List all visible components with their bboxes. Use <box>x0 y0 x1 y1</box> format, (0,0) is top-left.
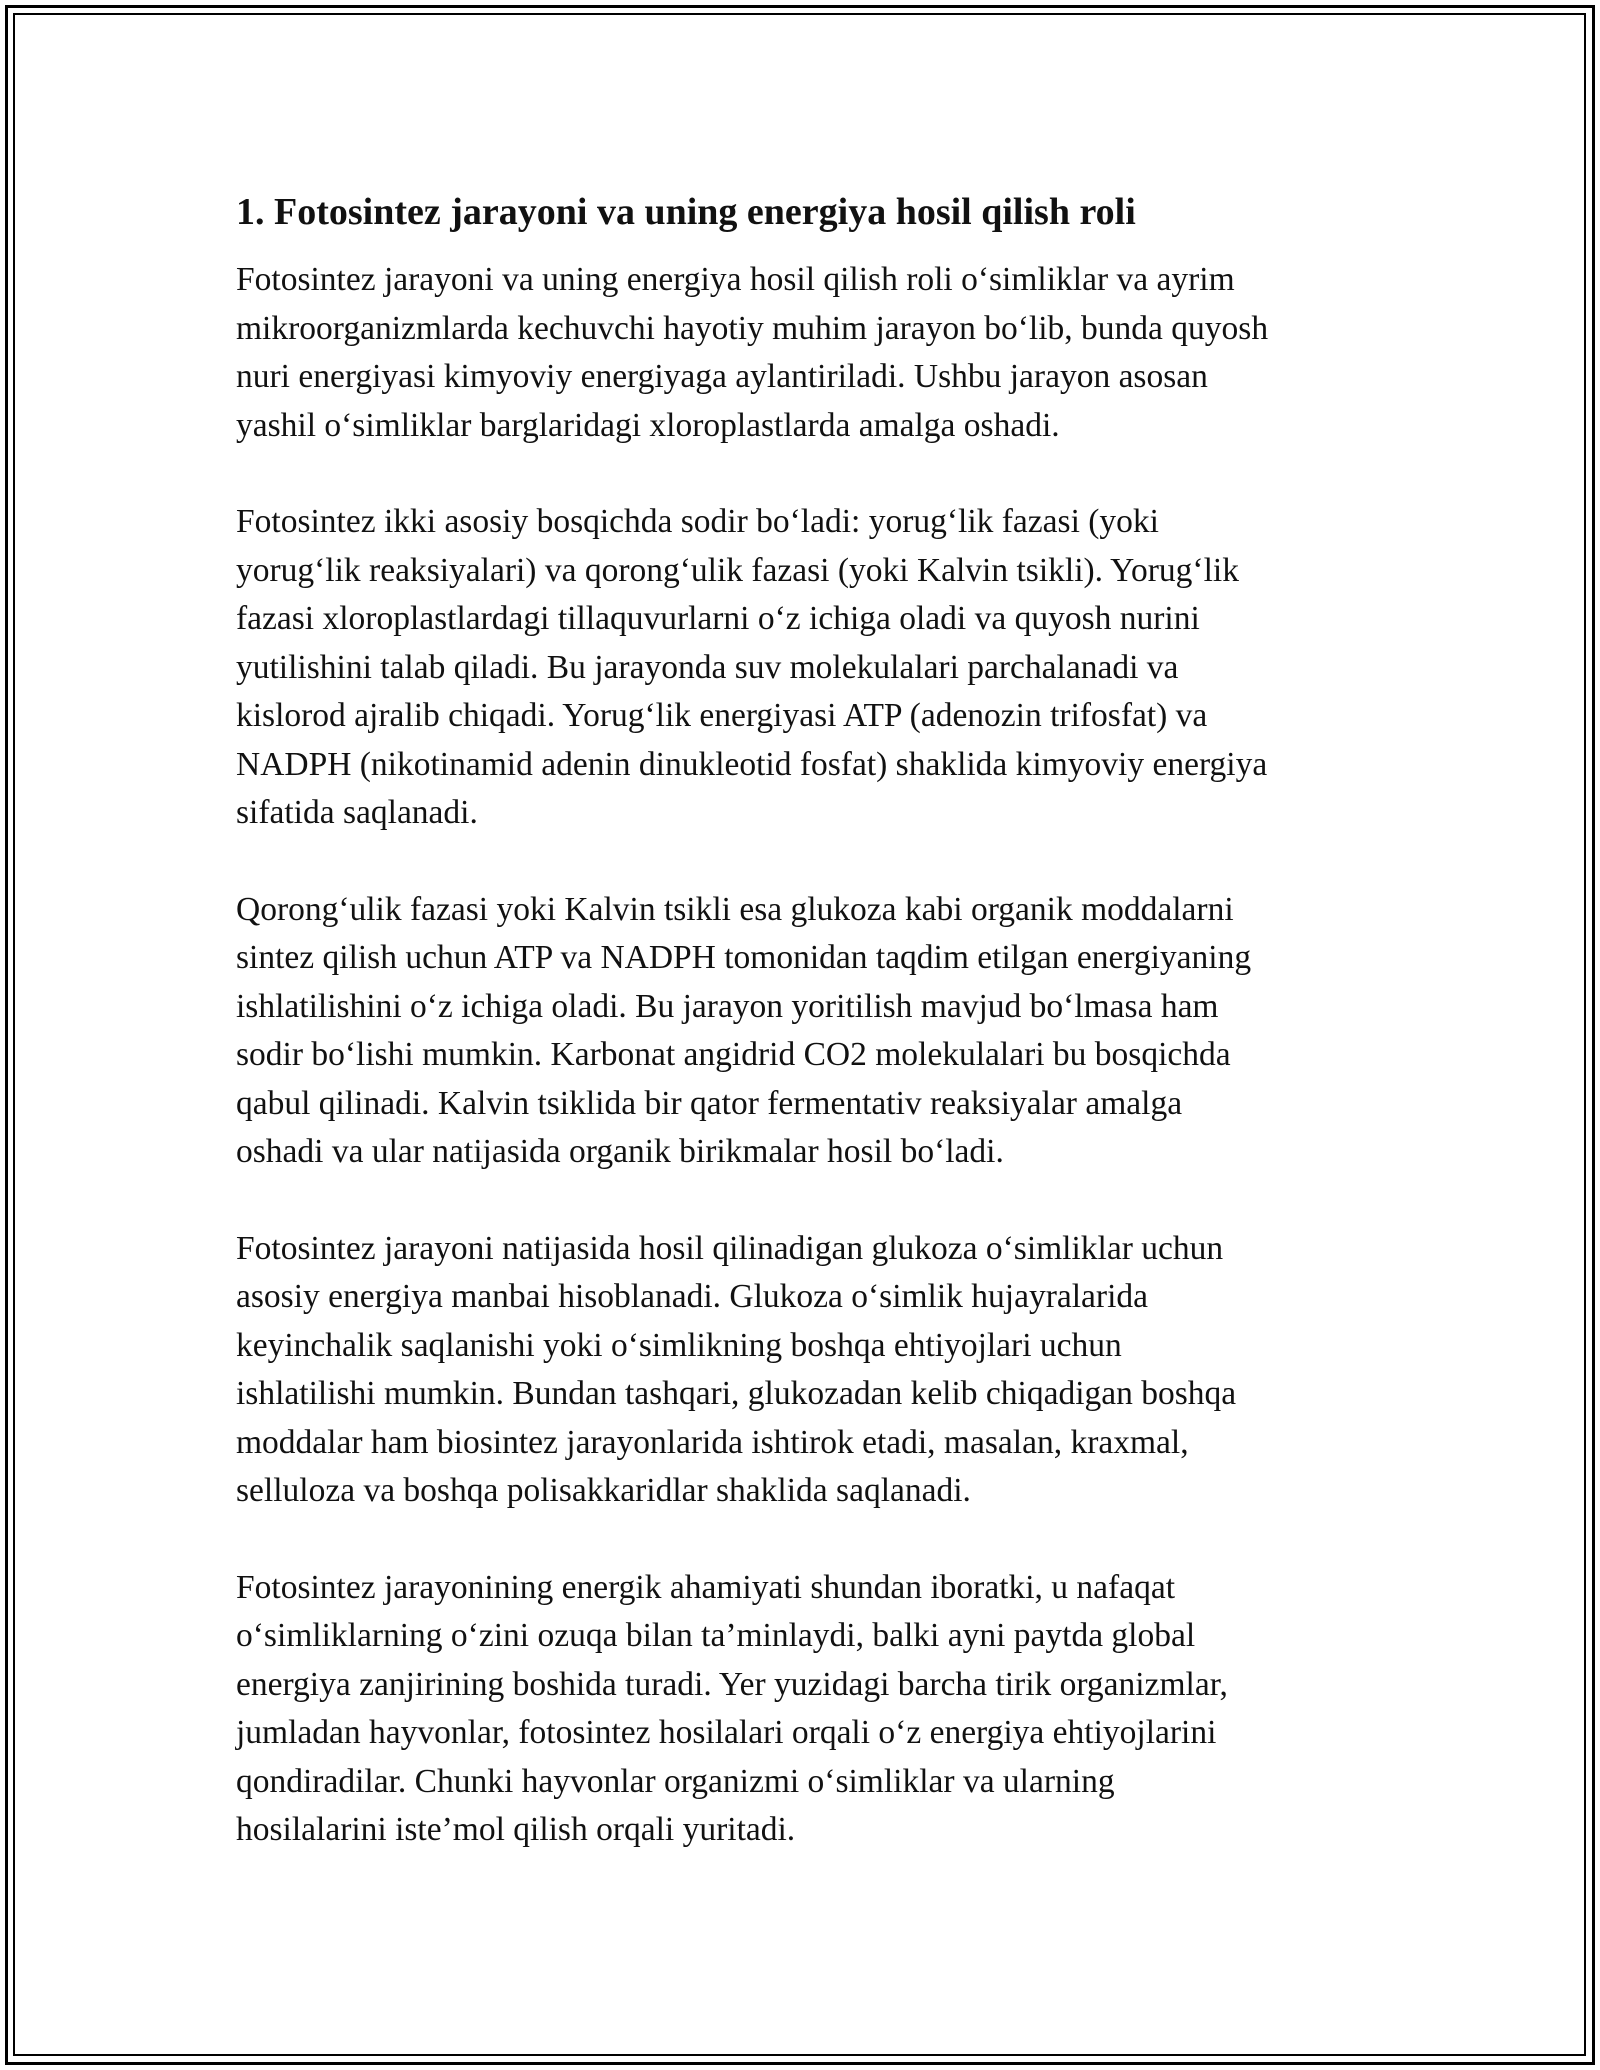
paragraph-line: Fotosintez jarayoni va uning energiya hosil qilish roli o‘simliklar va ayrim <box>236 261 1235 298</box>
document-body <box>236 186 1386 1903</box>
paragraph-line: energiya zanjirining boshida turadi. Yer yuzidagi barcha tirik organizmlar, <box>236 1665 1228 1703</box>
paragraph-line: yashil o‘simliklar barglaridagi xloroplastlarda amalga oshadi. <box>236 406 1060 444</box>
paragraph-line: NADPH (nikotinamid adenin dinukleotid fosfat) shaklida kimyoviy energiya <box>236 745 1268 783</box>
paragraph-line: asosiy energiya manbai hisoblanadi. Glukoza o‘simlik hujayralarida <box>236 1278 1149 1315</box>
paragraph-line: jumladan hayvonlar, fotosintez hosilalari orqali o‘z energiya ehtiyojlarini <box>236 1714 1217 1751</box>
paragraph-line: sifatida saqlanadi. <box>236 794 478 831</box>
paragraph-line: hosilalarini iste’mol qilish orqali yuritadi. <box>236 1811 796 1848</box>
paragraph-line: o‘simliklarning o‘zini ozuqa bilan ta’minlaydi, balki ayni paytda global <box>236 1617 1196 1654</box>
paragraph <box>236 498 1386 838</box>
paragraph-line: Qorong‘ulik fazasi yoki Kalvin tsikli esa glukoza kabi organik moddalarni <box>236 890 1234 928</box>
paragraph-line: nuri energiyasi kimyoviy energiyaga aylantiriladi. Ushbu jarayon asosan <box>236 358 1208 395</box>
paragraph <box>236 1564 1386 1855</box>
paragraph-line: yorug‘lik reaksiyalari) va qorong‘ulik fazasi (yoki Kalvin tsikli). Yorug‘lik <box>236 551 1239 589</box>
paragraph-line: Fotosintez ikki asosiy bosqichda sodir bo‘ladi: yorug‘lik fazasi (yoki <box>236 503 1159 540</box>
paragraph-line: oshadi va ular natijasida organik birikmalar hosil bo‘ladi. <box>236 1133 1004 1170</box>
paragraph-line: ishlatilishini o‘z ichiga oladi. Bu jarayon yoritilish mavjud bo‘lmasa ham <box>236 987 1219 1025</box>
paragraph-list <box>236 256 1386 1855</box>
paragraph-line: qabul qilinadi. Kalvin tsiklida bir qator fermentativ reaksiyalar amalga <box>236 1084 1183 1122</box>
paragraph-line: fazasi xloroplastlardagi tillaquvurlarni o‘z ichiga oladi va quyosh nurini <box>236 600 1200 637</box>
paragraph-line: mikroorganizmlarda kechuvchi hayotiy muhim jarayon bo‘lib, bunda quyosh <box>236 309 1269 347</box>
paragraph <box>236 886 1386 1177</box>
section-heading: 1. Fotosintez jarayoni va uning energiya hosil qilish roli <box>236 191 1136 233</box>
paragraph-line: qondiradilar. Chunki hayvonlar organizmi o‘simliklar va ularning <box>236 1762 1115 1800</box>
paragraph-line: selluloza va boshqa polisakkaridlar shaklida saqlanadi. <box>236 1472 971 1509</box>
paragraph-line: Fotosintez jarayoni natijasida hosil qilinadigan glukoza o‘simliklar uchun <box>236 1229 1224 1267</box>
paragraph-line: kislorod ajralib chiqadi. Yorug‘lik energiyasi ATP (adenozin trifosfat) va <box>236 697 1208 734</box>
paragraph-line: ishlatilishi mumkin. Bundan tashqari, glukozadan kelib chiqadigan boshqa <box>236 1375 1237 1412</box>
paragraph-line: sodir bo‘lishi mumkin. Karbonat angidrid CO2 molekulalari bu bosqichda <box>236 1036 1231 1073</box>
paragraph-line: Fotosintez jarayonining energik ahamiyati shundan iboratki, u nafaqat <box>236 1568 1175 1606</box>
paragraph-line: moddalar ham biosintez jarayonlarida ishtirok etadi, masalan, kraxmal, <box>236 1423 1189 1461</box>
paragraph-line: yutilishini talab qiladi. Bu jarayonda suv molekulalari parchalanadi va <box>236 648 1179 686</box>
paragraph <box>236 256 1386 450</box>
paragraph <box>236 1225 1386 1516</box>
paragraph-line: sintez qilish uchun ATP va NADPH tomonidan taqdim etilgan energiyaning <box>236 939 1252 976</box>
paragraph-line: keyinchalik saqlanishi yoki o‘simlikning boshqa ehtiyojlari uchun <box>236 1326 1122 1364</box>
